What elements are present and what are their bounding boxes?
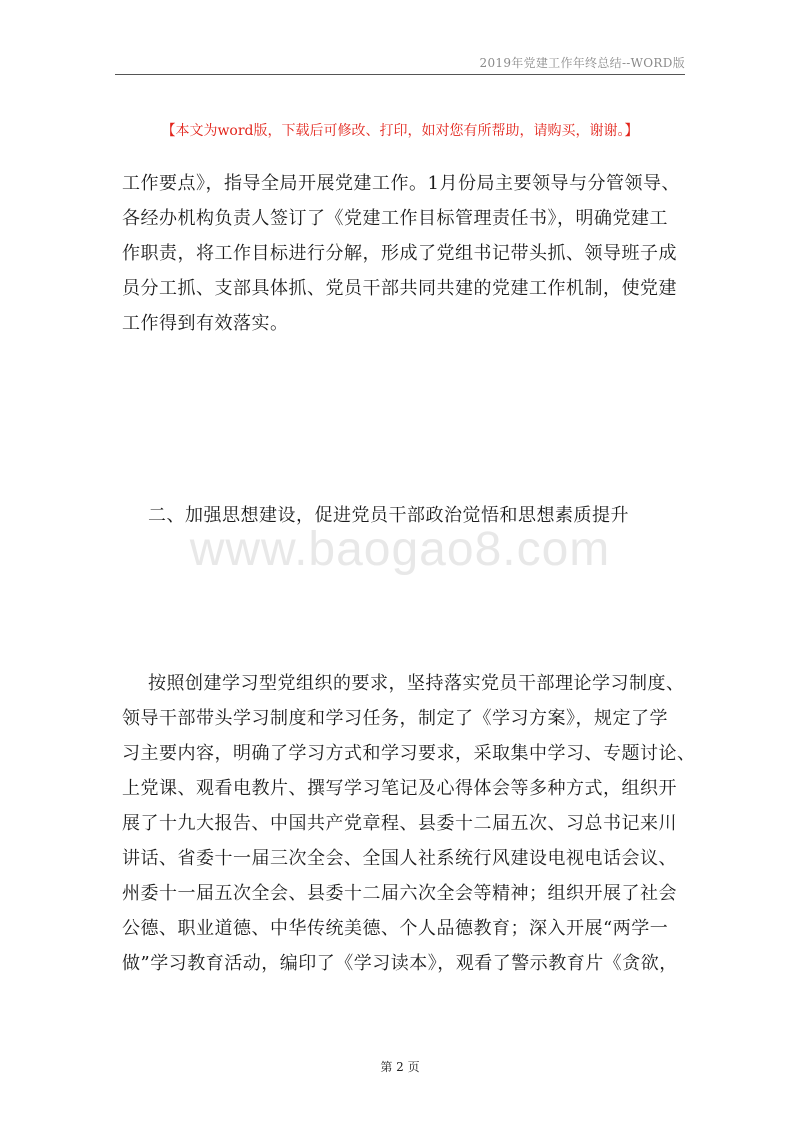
document-header-title: 2019年党建工作年终总结--WORD版 (479, 56, 685, 70)
paragraph-line: 展了十九大报告、中国共产党章程、县委十二届五次、习总书记来川 (122, 813, 677, 834)
paragraph-line: 习主要内容，明确了学习方式和学习要求，采取集中学习、专题讨论、 (122, 743, 696, 764)
header-divider (115, 74, 685, 75)
paragraph-line: 做”学习教育活动，编印了《学习读本》，观看了警示教育片《贪欲， (122, 953, 678, 974)
paragraph-line: 各经办机构负责人签订了《党建工作目标管理责任书》，明确党建工 (122, 208, 668, 229)
paragraph-line: 员分工抓、支部具体抓、党员干部共同共建的党建工作机制，使党建 (122, 278, 677, 299)
paragraph-line: 领导干部带头学习制度和学习任务，制定了《学习方案》，规定了学 (122, 708, 668, 729)
paragraph-line: 州委十一届五次全会、县委十二届六次全会等精神；组织开展了社会 (122, 883, 677, 904)
watermark-text: www.baogao8.com (189, 523, 611, 576)
section-heading: 二、加强思想建设，促进党员干部政治觉悟和思想素质提升 (148, 505, 629, 526)
download-notice: 【本文为word版，下载后可修改、打印，如对您有所帮助，请购买，谢谢。】 (161, 123, 639, 139)
paragraph-line: 讲话、省委十一届三次全会、全国人社系统行风建设电视电话会议、 (122, 848, 677, 869)
page-number: 第 2 页 (380, 1060, 420, 1074)
paragraph-line: 公德、职业道德、中华传统美德、个人品德教育；深入开展“两学一 (122, 918, 669, 939)
paragraph-line: 作职责，将工作目标进行分解，形成了党组书记带头抓、领导班子成 (122, 243, 677, 264)
paragraph-line: 按照创建学习型党组织的要求，坚持落实党员干部理论学习制度、 (148, 673, 685, 694)
paragraph-line: 上党课、观看电教片、撰写学习笔记及心得体会等多种方式，组织开 (122, 778, 677, 799)
paragraph-line: 工作得到有效落实。 (122, 313, 289, 334)
paragraph-party-building-mechanism (122, 166, 688, 341)
paragraph-line: 工作要点》，指导全局开展党建工作。1月份局主要领导与分管领导、 (122, 173, 680, 194)
paragraph-study-activities (122, 666, 696, 981)
